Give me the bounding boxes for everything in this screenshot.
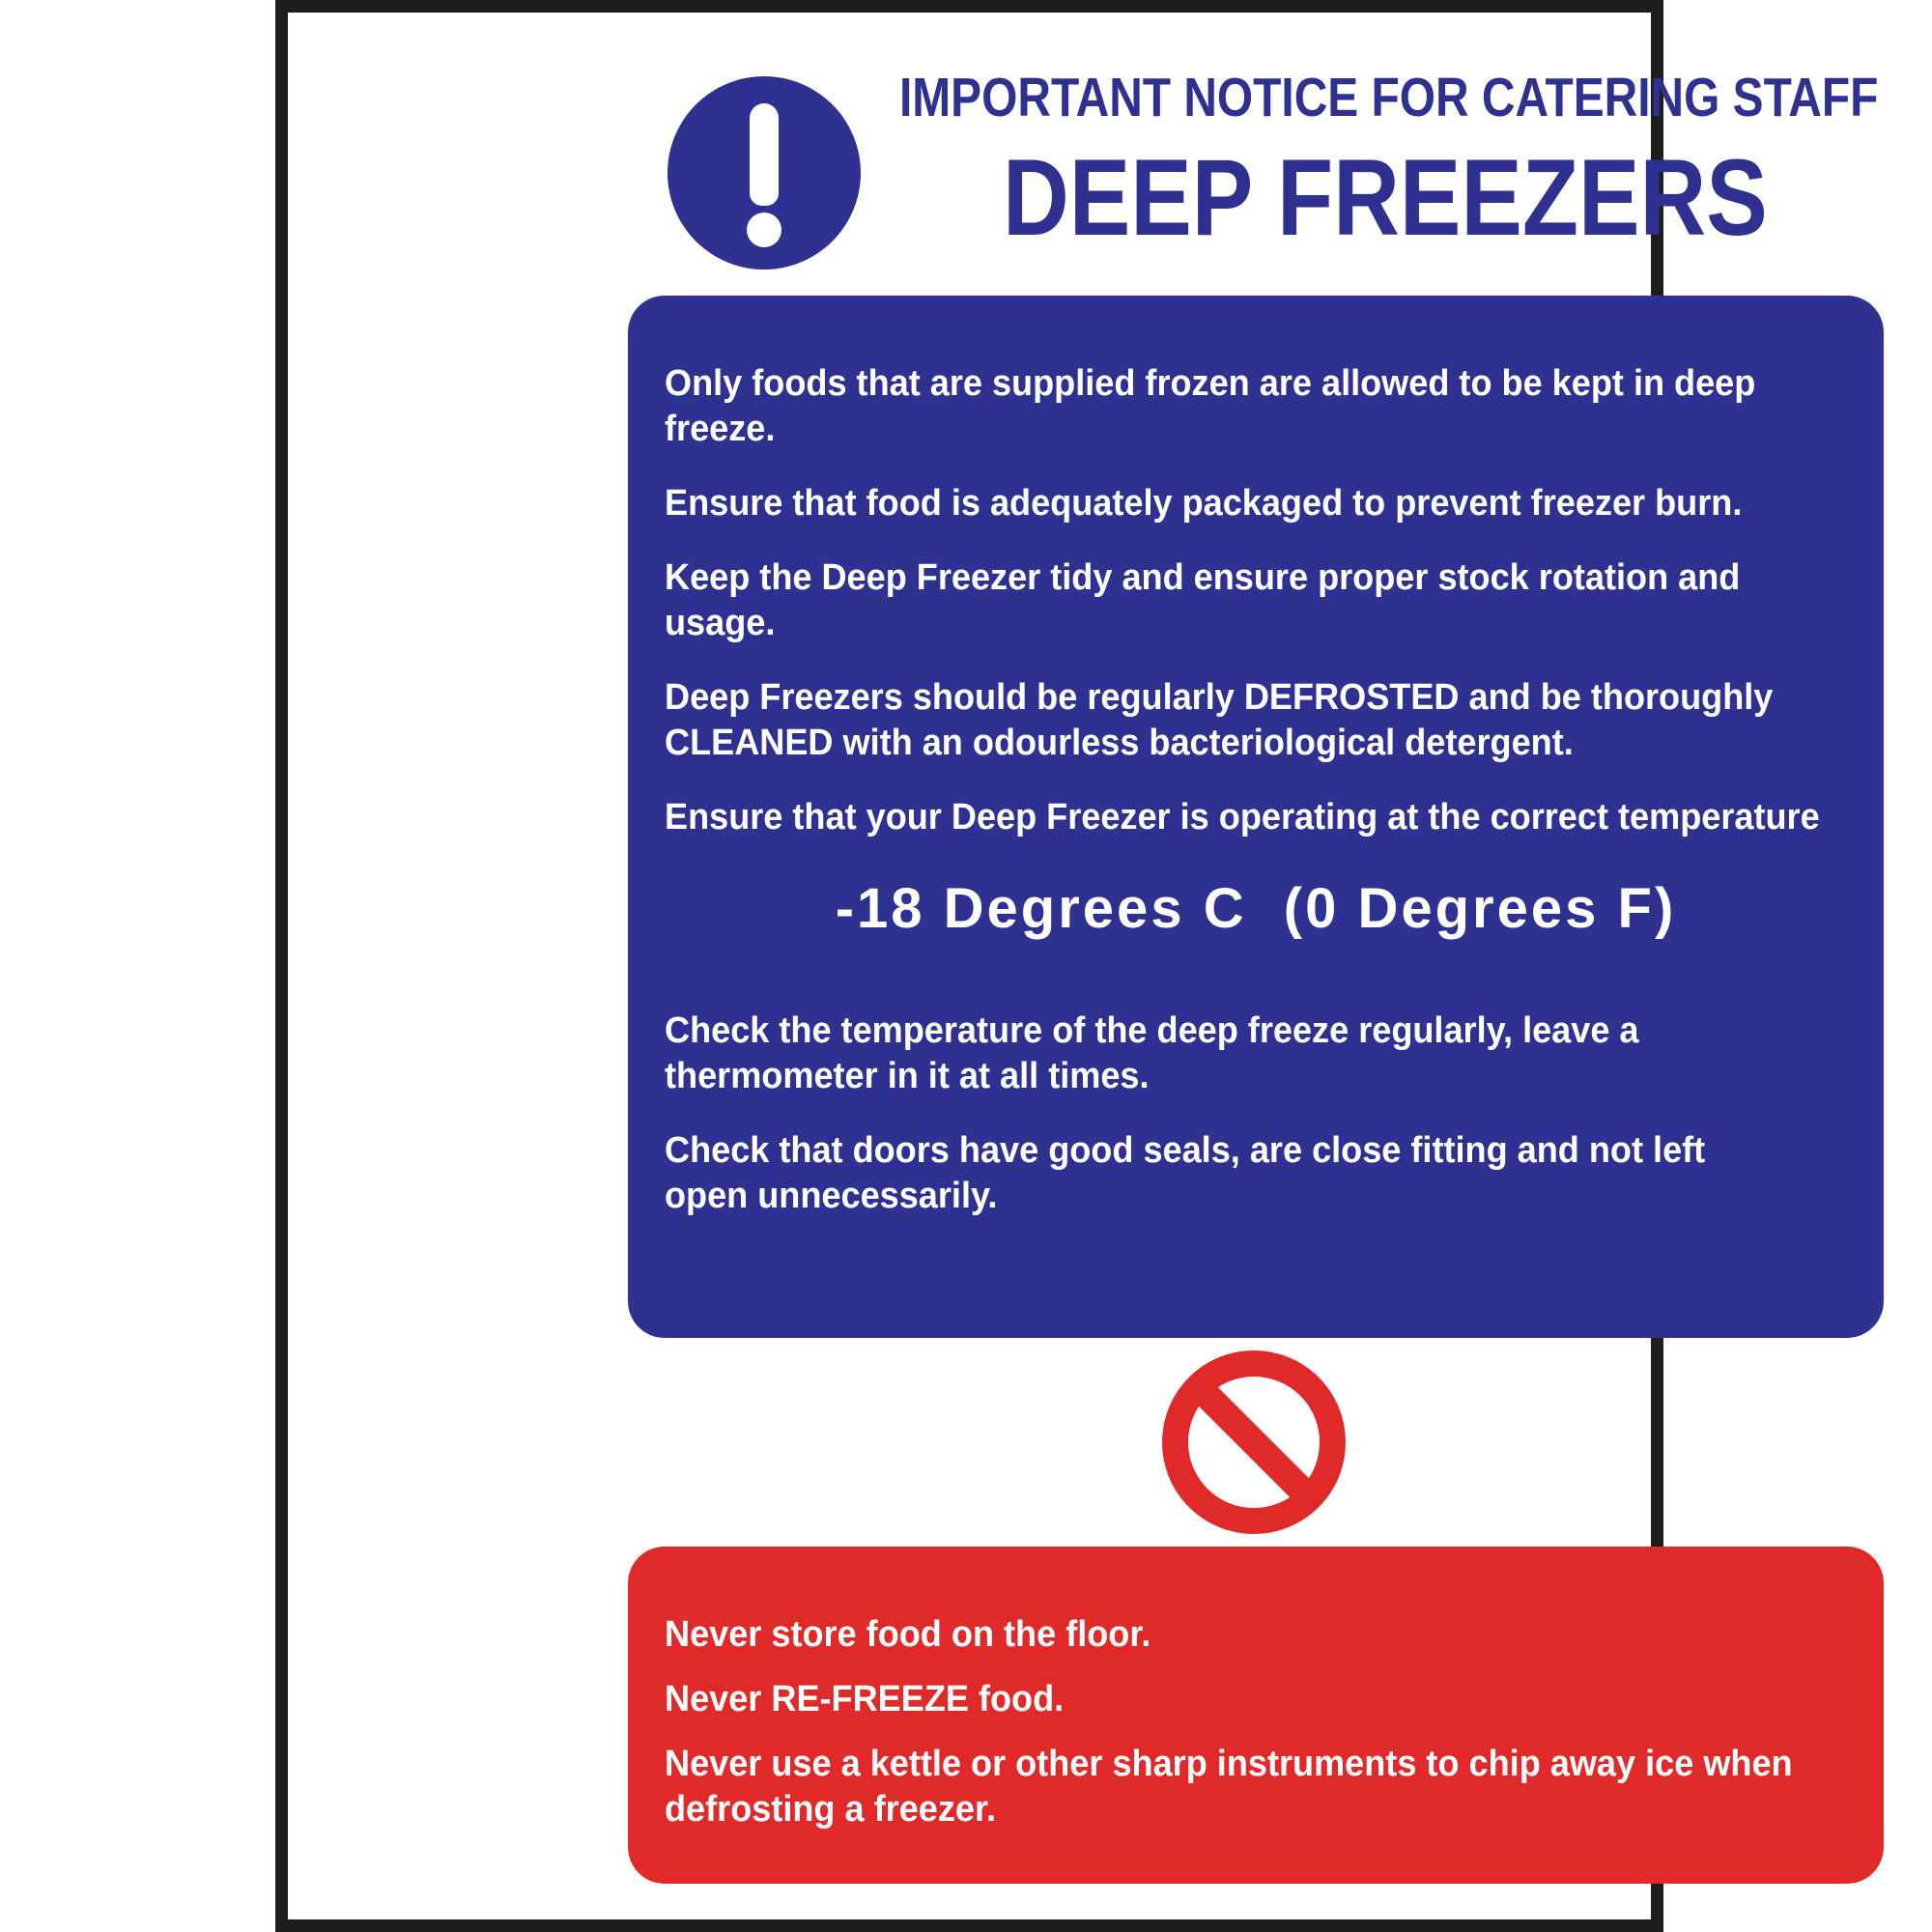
rule-paragraph [665, 1742, 1793, 1833]
mandatory-exclamation-icon [668, 76, 861, 270]
exclamation-dot [747, 213, 781, 247]
page-title: DEEP FREEZERS [1003, 137, 1768, 258]
text-line: Check that doors have good seals, are close fitting and not left [665, 1130, 1706, 1171]
text-line: Ensure that your Deep Freezer is operating at the correct temperature [665, 797, 1820, 838]
text-line: usage. [665, 603, 776, 643]
instructions-panel [628, 296, 1884, 1338]
text-line: thermometer in it at all times. [665, 1056, 1150, 1096]
instructions-text-block [665, 1009, 1788, 1219]
prohibitions-text-block [665, 1612, 1793, 1833]
exclamation-bar [750, 103, 779, 206]
prohibition-icon [1162, 1350, 1346, 1534]
instructions-text-block [665, 361, 1820, 840]
rule-paragraph [665, 361, 1788, 452]
rule-paragraph [665, 555, 1788, 646]
text-line: Only foods that are supplied frozen are allowed to be kept in deep [665, 363, 1756, 404]
text-line: freeze. [665, 409, 776, 449]
text-line: Never store food on the floor. [665, 1614, 1151, 1655]
rule-paragraph [665, 1677, 1788, 1722]
prohibitions-panel [628, 1547, 1884, 1884]
rule-paragraph [665, 481, 1788, 526]
sign-frame [275, 0, 1879, 1932]
rule-paragraph [665, 1128, 1788, 1219]
text-line: Never use a kettle or other sharp instruments to chip away ice when [665, 1744, 1793, 1784]
rule-paragraph [665, 1009, 1788, 1099]
temperature-line: -18 Degrees C (0 Degrees F) [835, 877, 1677, 940]
text-line: Never RE-FREEZE food. [665, 1679, 1065, 1719]
rule-paragraph [665, 1612, 1788, 1658]
text-line: Check the temperature of the deep freeze regularly, leave a [665, 1010, 1639, 1051]
text-line: Ensure that food is adequately packaged to prevent freezer burn. [665, 483, 1743, 524]
header-notice: IMPORTANT NOTICE FOR CATERING STAFF [899, 67, 1879, 128]
text-line: defrosting a freezer. [665, 1789, 997, 1830]
text-line: CLEANED with an odourless bacteriological detergent. [665, 723, 1574, 763]
rule-paragraph [665, 675, 1788, 766]
text-line: open unnecessarily. [665, 1176, 998, 1216]
text-line: Deep Freezers should be regularly DEFROSTED and be thoroughly [665, 677, 1774, 718]
rule-paragraph [665, 795, 1820, 840]
text-line: Keep the Deep Freezer tidy and ensure proper stock rotation and [665, 557, 1741, 598]
